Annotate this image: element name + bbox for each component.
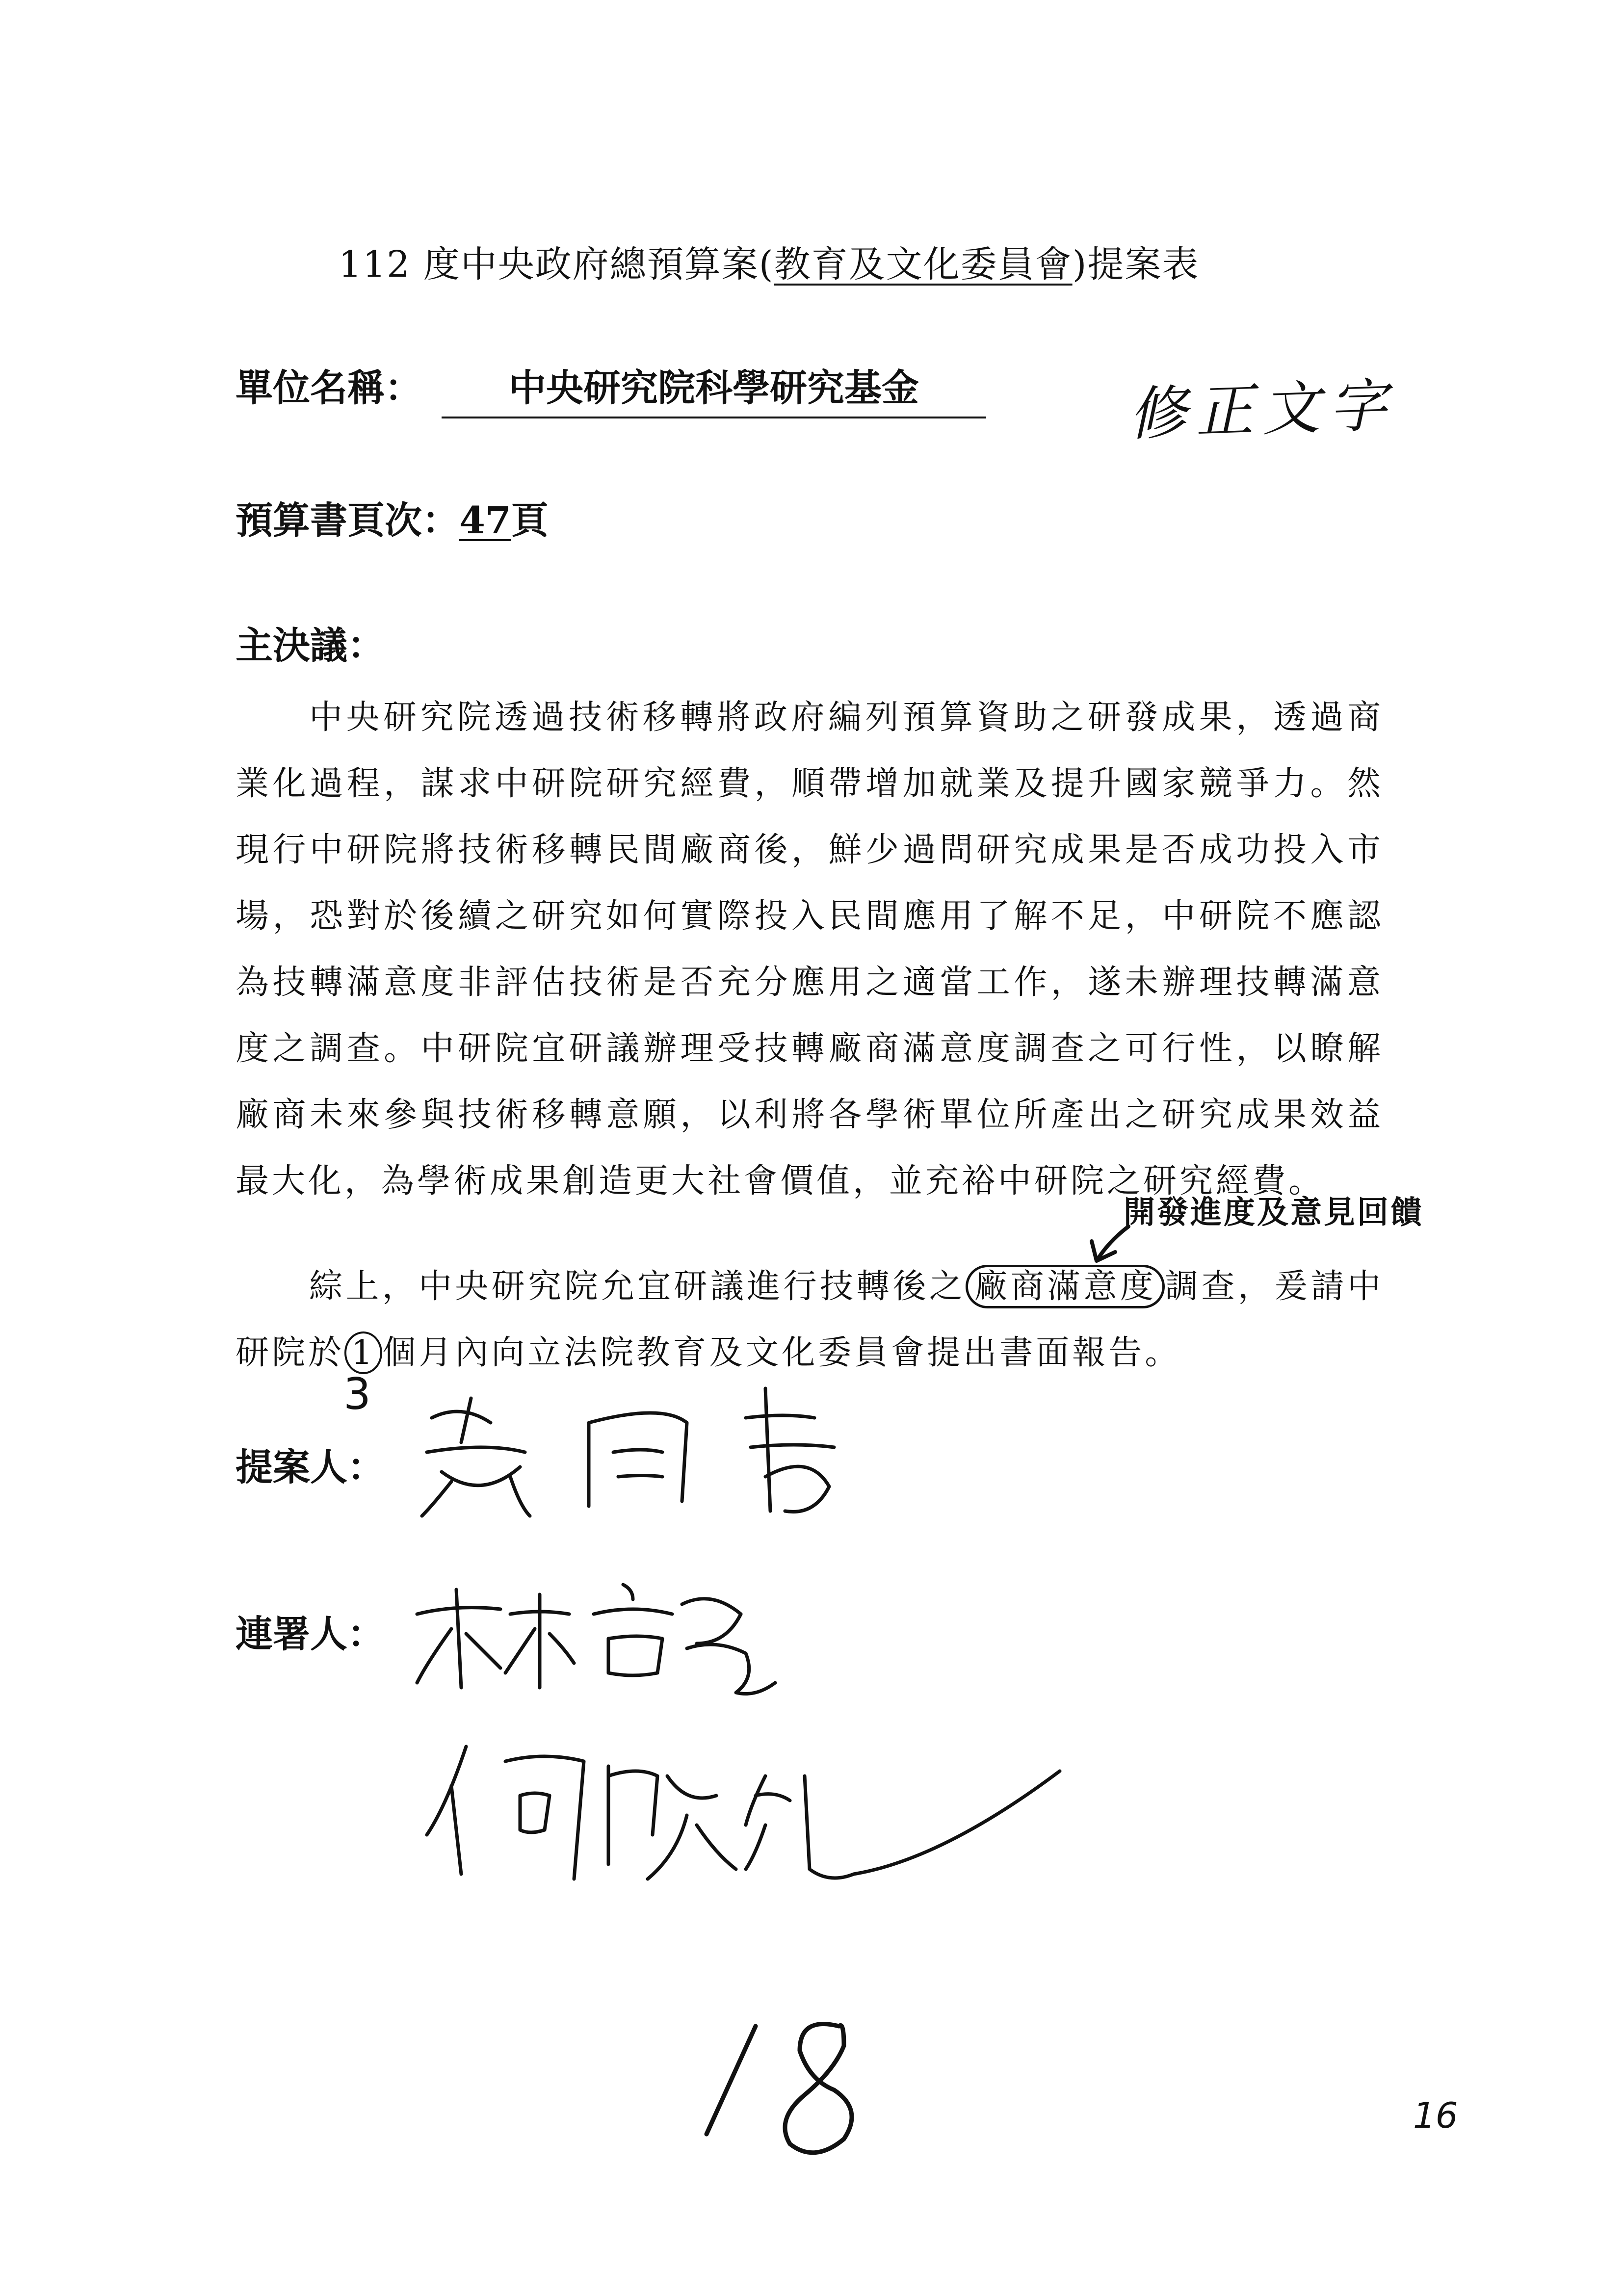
resolution-paragraph-1: 中央研究院透過技術移轉將政府編列預算資助之研發成果，透過商業化過程，謀求中研院研究經費，順帶增加就業及提升國家競爭力。然現行中研院將技術移轉民間廠商後，鮮少過問研究成果是否成功投入市場，恐對於後續之研究如何實際投入民間應用了解不足，中研院不應認為技轉滿意度非評估技術是否充分應用之適當工作，遂未辦理技轉滿意度之調查。中研院宜研議辦理受技轉廠商滿意度調查之可行性，以瞭解廠商未來參與技術移轉意願，以利將各學術單位所產出之研究成果效益最大化，為學術成果創造更大社會價值，並充裕中研院之研究經費。 xyxy=(236,698,1384,1200)
unit-label: 單位名稱： xyxy=(236,366,422,410)
circled-phrase: 廠商滿意度 xyxy=(966,1265,1165,1308)
circled-number: 1 xyxy=(344,1331,382,1374)
budget-page-number: 47 xyxy=(459,498,511,542)
unit-value: 中央研究院科學研究基金 xyxy=(442,358,986,418)
p2-part2: 調查，爰請中研院於 xyxy=(236,1267,1384,1372)
proposer-signature xyxy=(422,1388,834,1516)
cosigner-signature-1 xyxy=(417,1585,775,1694)
annotation-arrow xyxy=(1092,1226,1128,1261)
handwritten-correction-note: 修正文字 xyxy=(1127,371,1397,448)
handwritten-annotation: 開發進度及意見回饋 xyxy=(1124,1195,1424,1231)
p2-part3: 個月內向立法院教育及文化委員會提出書面報告。 xyxy=(382,1333,1181,1372)
budget-page-label: 預算書頁次： xyxy=(236,498,459,542)
handwritten-page-number xyxy=(707,2024,852,2153)
proposer-label: 提案人： xyxy=(236,1445,385,1489)
title-committee: 教育及文化委員會 xyxy=(774,243,1073,286)
cosigner-signature-2 xyxy=(427,1747,1060,1879)
title-prefix: 112 度中央政府總預算案( xyxy=(339,243,774,286)
budget-page-suffix: 頁 xyxy=(511,498,549,542)
page-mark: 16 xyxy=(1413,2095,1458,2136)
title-suffix: )提案表 xyxy=(1072,243,1200,286)
p2-part1: 綜上，中央研究院允宜研議進行技轉後之 xyxy=(309,1267,966,1306)
cosigner-label: 連署人： xyxy=(236,1612,385,1656)
resolution-label: 主決議： xyxy=(236,624,385,667)
handwritten-number-correction: 3 xyxy=(343,1369,371,1419)
